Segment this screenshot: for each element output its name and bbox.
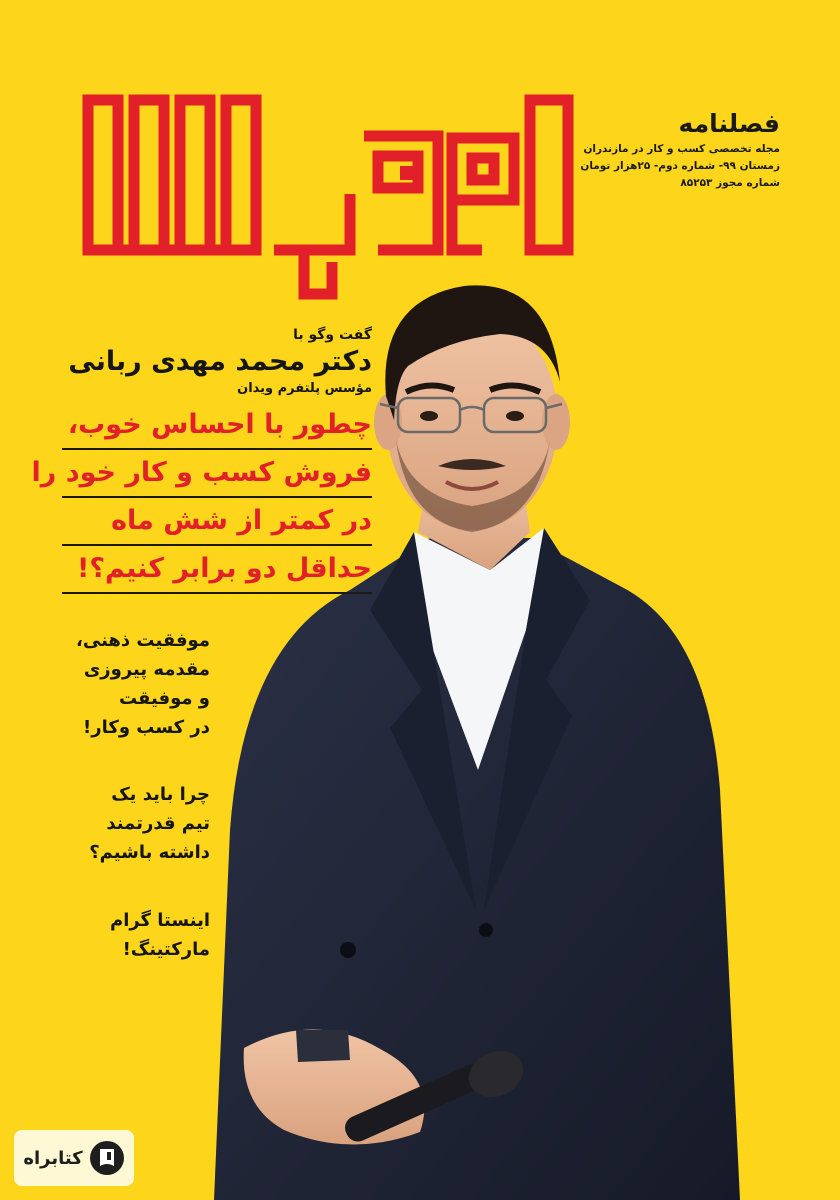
- interview-block: [31, 326, 372, 594]
- headline-line: چطور با احساس خوب،: [62, 402, 372, 450]
- magazine-subtitle: مجله تخصصی کسب و کار در مازندران: [583, 143, 780, 155]
- watermark-badge[interactable]: [14, 1130, 134, 1186]
- interviewee-role: مؤسس پلتفرم ویدان: [237, 381, 372, 396]
- main-headline: [31, 402, 372, 594]
- license-number: شماره مجوز ۸۵۲۵۳: [680, 177, 780, 189]
- topic-mental-success: [60, 626, 210, 742]
- topic-line: داشته باشیم؟: [89, 842, 210, 863]
- topic-strong-team: [60, 780, 210, 867]
- masthead-info: [580, 108, 780, 191]
- topic-line: اینستا گرام: [110, 910, 210, 931]
- headline-line: فروش کسب و کار خود را: [62, 450, 372, 498]
- issue-info: زمستان ۹۹- شماره دوم- ۲۵هزار تومان: [580, 160, 780, 172]
- interview-kicker: گفت وگو با: [293, 327, 372, 343]
- taaghche-book-icon: [89, 1140, 125, 1176]
- topic-instagram-marketing: [60, 906, 210, 964]
- topic-line: تیم قدرتمند: [106, 813, 210, 834]
- topic-line: چرا باید یک: [111, 784, 210, 805]
- interviewee-name: دکتر محمد مهدی ربانی: [68, 346, 372, 377]
- magazine-kind: فصلنامه: [678, 109, 780, 138]
- topic-line: در کسب وکار!: [83, 717, 210, 738]
- watermark-label: کتابراه: [23, 1147, 83, 1169]
- topic-line: مقدمه پیروزی: [83, 659, 210, 680]
- headline-line: حداقل دو برابر کنیم؟!: [62, 546, 372, 594]
- topic-line: و موفیقت: [118, 688, 210, 709]
- topic-line: موفقیت ذهنی،: [76, 630, 210, 651]
- topic-line: مارکتینگ!: [122, 939, 210, 960]
- headline-line: در کمتر از شش ماه: [62, 498, 372, 546]
